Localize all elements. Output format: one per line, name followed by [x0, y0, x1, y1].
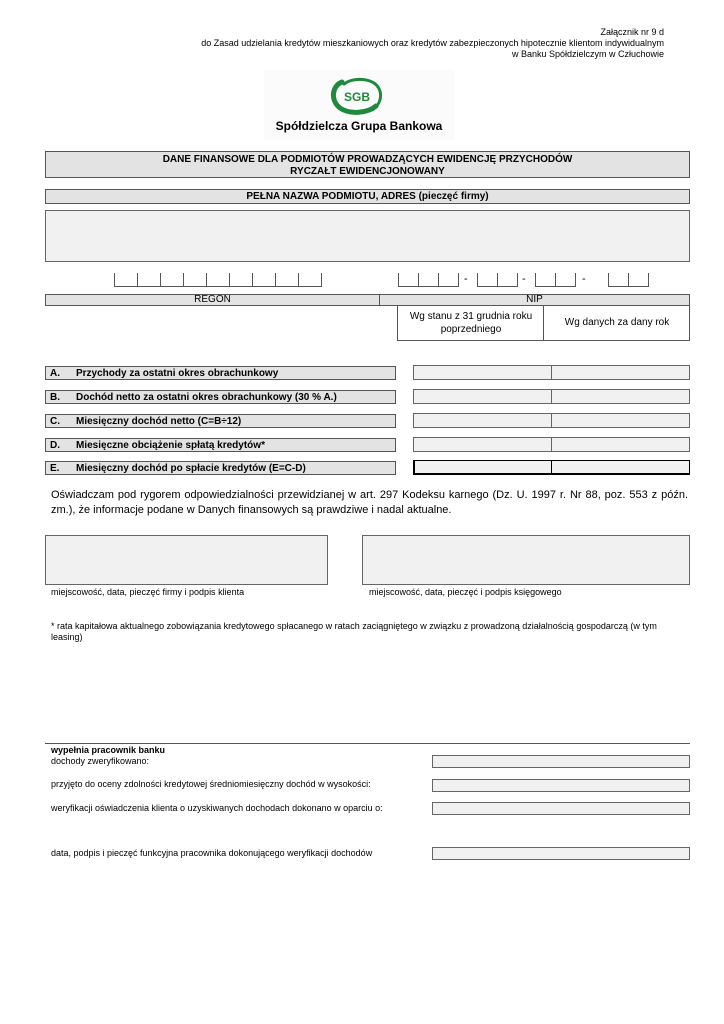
client-signature-field[interactable]: [45, 535, 328, 585]
form-title: [45, 151, 690, 178]
form-title-line1: DANE FINANSOWE DLA PODMIOTÓW PROWADZĄCYCH EWIDENCJĘ PRZYCHODÓW: [162, 154, 573, 165]
nip-part-1[interactable]: [398, 273, 459, 287]
row-letter: D.: [50, 440, 60, 451]
value-e-prev[interactable]: [413, 460, 552, 475]
row-b: [45, 390, 396, 404]
value-a-current[interactable]: [551, 365, 690, 380]
attachment-header: [201, 27, 664, 60]
accepted-income-field[interactable]: [432, 779, 690, 792]
row-a: [45, 366, 396, 380]
employee-signature-field[interactable]: [432, 847, 690, 860]
value-a-prev[interactable]: [413, 365, 552, 380]
value-e-current[interactable]: [551, 460, 690, 475]
column-headers: [397, 306, 690, 341]
accepted-income-label: przyjęto do oceny zdolności kredytowej średniomiesięczny dochód w wysokości:: [51, 779, 371, 789]
bank-section-divider: [45, 743, 690, 744]
col-prev-year: Wg stanu z 31 grudnia roku poprzedniego: [409, 311, 533, 335]
logo-mark-text: SGB: [343, 90, 371, 104]
attachment-bank: w Banku Spółdzielczym w Człuchowie: [511, 49, 664, 59]
client-signature-label: miejscowość, data, pieczęć firmy i podpis klienta: [51, 587, 245, 597]
nip-dash-1: -: [464, 273, 468, 285]
value-d-current[interactable]: [551, 437, 690, 452]
col-current: Wg danych za dany rok: [564, 317, 670, 328]
form-title-line2: RYCZAŁT EWIDENCJONOWANY: [290, 166, 445, 177]
verification-basis-field[interactable]: [432, 802, 690, 815]
bank-group-name: Spółdzielcza Grupa Bankowa: [275, 119, 443, 133]
verification-basis-label: weryfikacji oświadczenia klienta o uzyskiwanych dochodach dokonano w oparciu o:: [51, 803, 383, 813]
sgb-logo-icon: [328, 76, 386, 116]
row-label: Miesięczny dochód netto (C=B÷12): [76, 416, 242, 427]
attachment-rules: do Zasad udzielania kredytów mieszkaniowych oraz kredytów zabezpieczonych hipotecznie klientom indywidualnym: [201, 38, 664, 48]
regon-input[interactable]: [114, 273, 322, 287]
row-letter: C.: [50, 416, 60, 427]
verified-field[interactable]: [432, 755, 690, 768]
nip-label: NIP: [379, 294, 690, 306]
accountant-signature-label: miejscowość, data, pieczęć i podpis księgowego: [369, 587, 562, 597]
row-label: Dochód netto za ostatni okres obrachunkowy (30 % A.): [76, 392, 337, 403]
row-label: Przychody za ostatni okres obrachunkowy: [76, 368, 279, 379]
nip-dash-2: -: [522, 273, 526, 285]
row-letter: B.: [50, 392, 60, 403]
nip-part-2[interactable]: [477, 273, 518, 287]
logo-area: [264, 70, 454, 140]
nip-part-3[interactable]: [535, 273, 576, 287]
value-c-current[interactable]: [551, 413, 690, 428]
entity-name-field[interactable]: [45, 210, 690, 262]
row-d: [45, 438, 396, 452]
row-label: Miesięczne obciążenie spłatą kredytów*: [76, 440, 265, 451]
attachment-number: Załącznik nr 9 d: [600, 27, 664, 37]
bank-section-heading: wypełnia pracownik banku: [51, 745, 166, 755]
accountant-signature-field[interactable]: [362, 535, 690, 585]
footnote: * rata kapitałowa aktualnego zobowiązania kredytowego spłacanego w ratach zaciągniętego w związku z prowadzoną działalnością gospodarczą (w tym leasing): [51, 621, 657, 642]
value-b-prev[interactable]: [413, 389, 552, 404]
verified-label: dochody zweryfikowano:: [51, 756, 150, 766]
regon-label: REGON: [45, 294, 380, 306]
column-divider: [543, 306, 544, 340]
value-d-prev[interactable]: [413, 437, 552, 452]
row-c: [45, 414, 396, 428]
row-label: Miesięczny dochód po spłacie kredytów (E=C-D): [76, 463, 306, 474]
nip-dash-3: -: [582, 273, 586, 285]
row-letter: E.: [50, 463, 60, 474]
row-letter: A.: [50, 368, 60, 379]
declaration-text: Oświadczam pod rygorem odpowiedzialności przewidzianej w art. 297 Kodeksu karnego (Dz. U. 1997 r. Nr 88, poz. 553 z późn. zm.), że informacje podane w Danych finansowych są prawdziwe i nadal aktualne.: [51, 489, 688, 516]
value-c-prev[interactable]: [413, 413, 552, 428]
row-e: [45, 461, 396, 475]
employee-signature-label: data, podpis i pieczęć funkcyjna pracownika dokonującego weryfikacji dochodów: [51, 848, 373, 858]
value-b-current[interactable]: [551, 389, 690, 404]
nip-part-4[interactable]: [608, 273, 649, 287]
entity-name-header: PEŁNA NAZWA PODMIOTU, ADRES (pieczęć firmy): [45, 189, 690, 204]
